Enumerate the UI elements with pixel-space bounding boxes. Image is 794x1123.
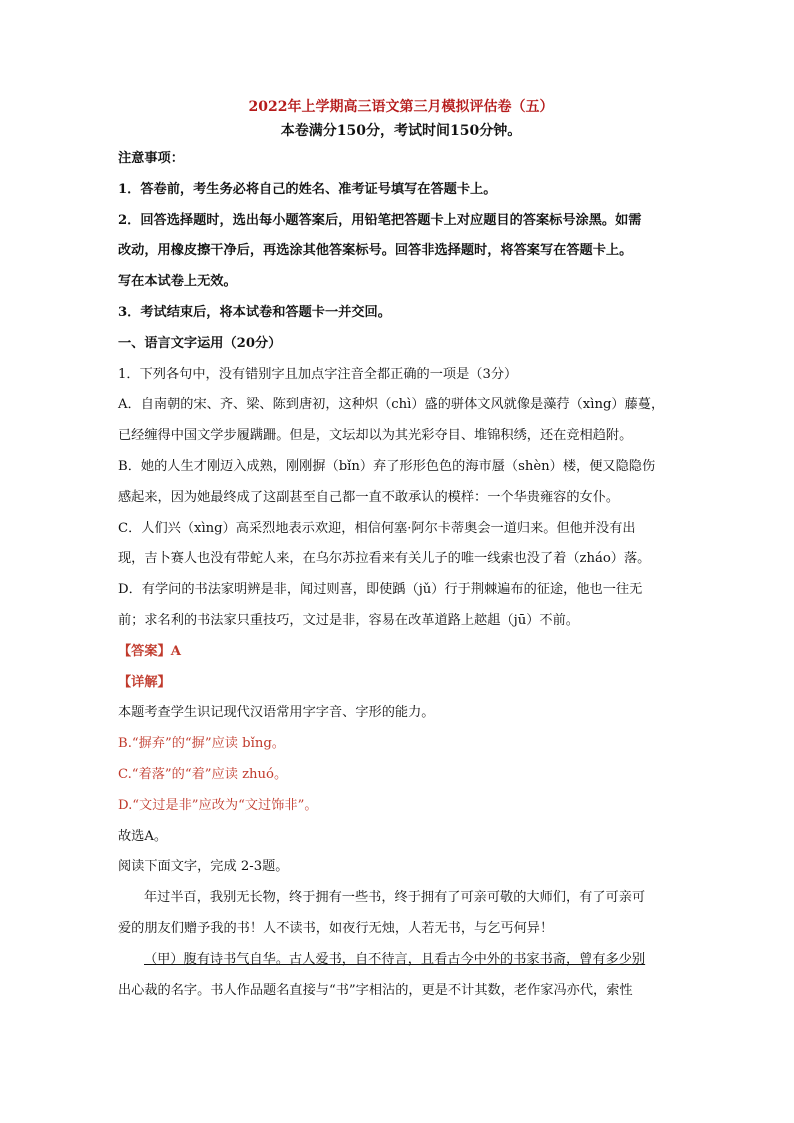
detail-line: D.“文过是非”应改为“文过饰非”。 [118, 797, 318, 813]
notice-heading: 注意事项： [118, 151, 184, 166]
page-title: 2022年上学期高三语文第三月模拟评估卷（五） [248, 99, 554, 115]
question-option-line: 现，吉卜赛人也没有带蛇人来，在乌尔苏拉看来有关儿子的唯一线索也没了着（zháo）落。 [118, 551, 651, 567]
passage-line: 出心裁的名字。书人作品题名直接与“书”字相沾的，更是不计其数，老作家冯亦代，索性 [118, 982, 633, 998]
document-page [118, 92, 684, 1006]
conclusion: 故选A。 [118, 828, 168, 844]
question-option-line: 感起来，因为她最终成了这副甚至自己都一直不敢承认的模样：一个华贵雍容的女仆。 [118, 489, 620, 505]
notice-item: 2．回答选择题时，选出每小题答案后，用铅笔把答题卡上对应题目的答案标号涂黑。如需 [118, 212, 642, 228]
passage-line: 年过半百，我别无长物，终于拥有一些书，终于拥有了可亲可敬的大师们，有了可亲可 [144, 890, 646, 906]
detail-intro: 本题考查学生识记现代汉语常用字字音、字形的能力。 [118, 705, 435, 721]
detail-label: 【详解】 [118, 674, 171, 690]
notice-item: 1．答卷前，考生务必将自己的姓名、准考证号填写在答题卡上。 [118, 181, 497, 197]
notice-item: 3．考试结束后，将本试卷和答题卡一并交回。 [118, 304, 391, 320]
answer-line [118, 637, 684, 668]
question-option-line: C．人们兴（xìng）高采烈地表示欢迎，相信何塞·阿尔卡蒂奥会一道归来。但他并没有出 [118, 520, 636, 536]
reading-intro: 阅读下面文字，完成 2-3题。 [118, 859, 289, 875]
answer-label: 【答案】 [118, 643, 171, 659]
section-heading: 一、语言文字运用（20分） [118, 335, 282, 351]
passage-line: 爱的朋友们赠予我的书！人不读书，如夜行无烛，人若无书，与乞丐何异！ [118, 920, 554, 936]
passage-line: （甲）腹有诗书气自华。古人爱书，自不待言，且看古今中外的书家书斋，曾有多少别 [144, 951, 646, 967]
question-stem: 1．下列各句中，没有错别字且加点字注音全都正确的一项是（3分） [118, 366, 518, 382]
notice-item: 改动，用橡皮擦干净后，再选涂其他答案标号。回答非选择题时，将答案写在答题卡上。 [118, 243, 633, 259]
notice-item: 写在本试卷上无效。 [118, 274, 237, 290]
question-option-line: B．她的人生才刚迈入成熟，刚刚摒（bǐn）弃了形形色色的海市蜃（shèn）楼，便又隐隐伤 [118, 458, 656, 474]
question-option-line: 已经缠得中国文学步履蹒跚。但是，文坛却以为其光彩夺目、堆锦积绣，还在竞相趋附。 [118, 428, 633, 444]
answer-value: A [170, 643, 181, 659]
question-option-line: 前；求名利的书法家只重技巧，文过是非，容易在改革道路上趑趄（jū）不前。 [118, 612, 579, 628]
question-option-line: D．有学问的书法家明辨是非，闻过则喜，即使踽（jǔ）行于荆棘遍布的征途，他也一往无 [118, 582, 643, 598]
detail-line: B.“摒弃”的“摒”应读 bǐng。 [118, 736, 285, 752]
question-option-line: A．自南朝的宋、齐、梁、陈到唐初，这种炽（chì）盛的骈体文风就像是藻荇（xìng）藤蔓， [118, 397, 665, 413]
page-subtitle: 本卷满分150分，考试时间150分钟。 [280, 123, 522, 139]
detail-line: C.“着落”的“着”应读 zhuó。 [118, 766, 288, 782]
